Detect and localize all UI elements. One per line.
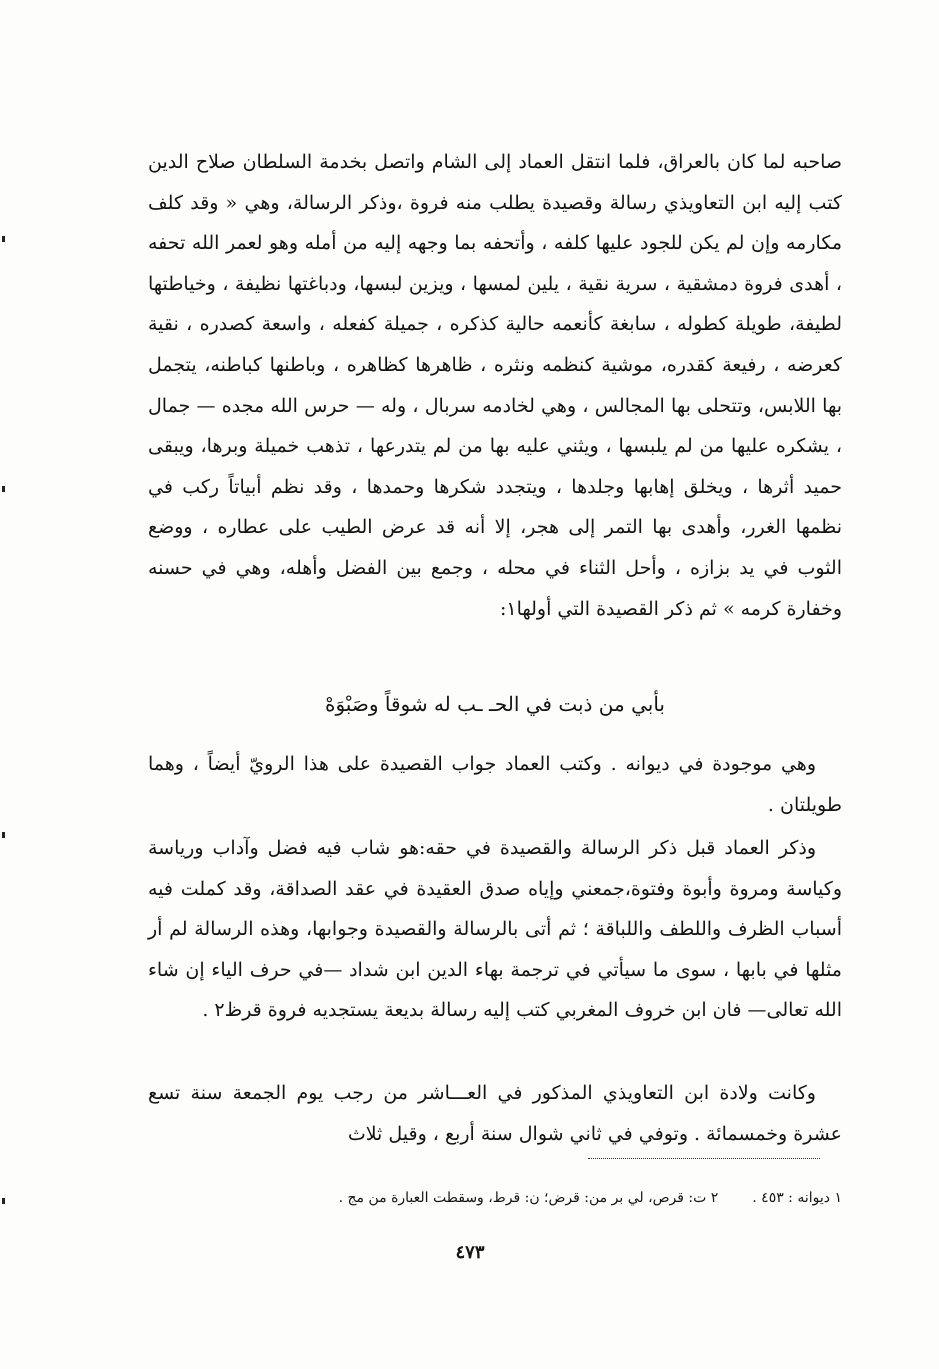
margin-mark [2, 236, 5, 242]
body-paragraph [148, 828, 842, 1031]
paragraph-text: وذكر العماد قبل ذكر الرسالة والقصيدة في حقه:هو شاب فيه فضل وآداب ورياسة وكياسة ومروة وأبوة وفتوة،جمعني وإياه صدق العقيدة في عقد الصداقة، وقد كملت فيه أسباب الظرف واللطف واللباقة ؛ ثم أتى بالرسالة والقصيدة وجوابها، وهذه الرسالة لم أر مثلها في بابها ، سوى ما سيأتي في ترجمة بهاء الدين ابن شداد —في حرف الياء إن شاء الله تعالى— فان ابن خروف المغربي كتب إليه رسالة بديعة يستجديه فروة قرظ٢ . [148, 837, 842, 1022]
paragraph-text: وكانت ولادة ابن التعاويذي المذكور في العـــاشر من رجب يوم الجمعة سنة تسع عشرة وخمسمائة . وتوفي في ثاني شوال سنة أربع ، وقيل ثلاث [148, 1082, 842, 1145]
page-number: ٤٧٣ [455, 1242, 485, 1263]
paragraph-text: وهي موجودة في ديوانه . وكتب العماد جواب القصيدة على هذا الرويّ أيضاً ، وهما طويلتان . [148, 753, 842, 816]
footnote-2: ٢ ت: قرص، لي بر من: قرض؛ ن: قرط، وسقطت العبارة من مج . [338, 1190, 719, 1206]
footnote-1: ١ ديوانه : ٤٥٣ . [752, 1190, 842, 1206]
margin-mark [2, 1198, 5, 1204]
poem-verse: بأبي من ذبت في الحـ ـب له شوقاً وصَبْوَهْ [325, 692, 665, 716]
body-paragraph [148, 142, 842, 629]
footnote-divider [588, 1158, 820, 1159]
paragraph-text: صاحبه لما كان بالعراق، فلما انتقل العماد إلى الشام واتصل بخدمة السلطان صلاح الدين كتب إليه ابن التعاويذي رسالة وقصيدة يطلب منه فروة ،وذكر الرسالة، وهي « وقد كلف مكارمه وإن لم يكن للجود عليها كلفه ، وأتحفه بما وجهه إليه من أمله وهو لعمر الله تحفه ، أهدى فروة دمشقية ، سرية نقية ، يلين لمسها ، ويزين لبسها، ودباغتها نظيفة ، وخياطتها لطيفة، طويلة كطوله ، سابغة كأنعمه حالية كذكره ، جميلة كفعله ، واسعة كصدره ، نقية كعرضه ، رفيعة كقدره، موشية كنظمه ونثره ، ظاهرها كظاهره ، وباطنها كباطنه، يتجمل بها اللابس، وتتحلى بها المجالس ، وهي لخادمه سربال ، وله — حرس الله مجده — جمال ، يشكره عليها من لم يلبسها ، ويثني عليه بها من لم يتدرعها ، تذهب خميلة وبرها، ويبقى حميد أثرها ، ويخلق إهابها وجلدها ، ويتجدد شكرها وحمدها ، وقد نظم أبياتاً ركب في نظمها الغرر، وأهدى بها التمر إلى هجر، إلا أنه قد عرض الطيب على عطاره ، ووضع الثوب في يد بزازه ، وأحل الثناء في محله ، وجمع بين الفضل وأهله، وهي في حسنه وخفارة كرمه » ثم ذكر القصيدة التي أولها١: [148, 151, 842, 620]
margin-mark [2, 486, 5, 492]
footnotes [148, 1188, 842, 1208]
body-paragraph [148, 1073, 842, 1154]
margin-mark [2, 832, 5, 838]
body-paragraph [148, 744, 842, 825]
